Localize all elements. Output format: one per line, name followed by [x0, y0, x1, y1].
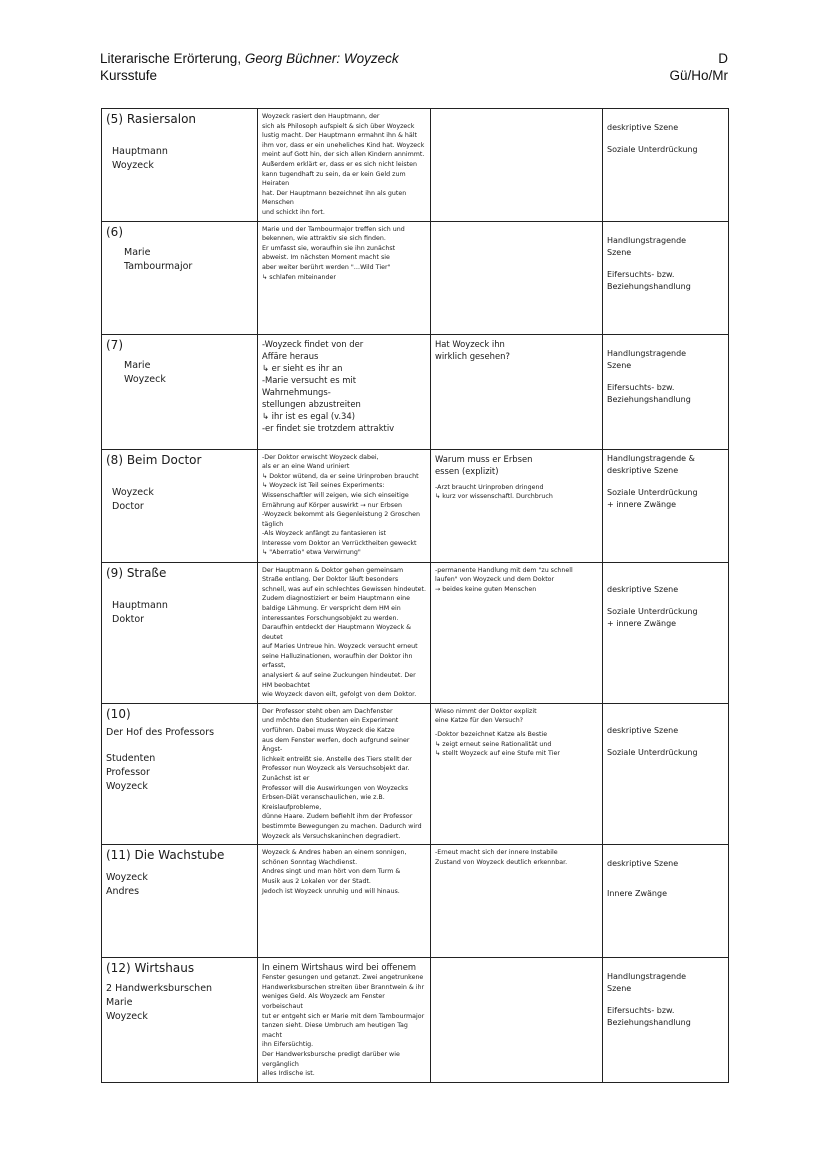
scene-cell — [102, 562, 258, 703]
table-row — [102, 703, 729, 844]
analysis-cell: Handlungstragende Szene Eifersuchts- bzw. Beziehungshandlung — [603, 334, 729, 449]
work-title: Georg Büchner: Woyzeck — [244, 51, 399, 66]
character: Woyzeck — [106, 1011, 148, 1023]
content-cell: Der Professor steht oben am Dachfenster und möchte den Studenten ein Experiment vorführen. Dabei muss Woyzeck die Katze aus dem Fenster werfen, doch aufgrund seiner Ängst- lichkeit entreißt sie. Anstelle des Tiers stellt der Professor nun Woyzeck als Versuchsobjekt dar. Zunächst ist er Professor will die Auswirkungen von Woyzecks Erbsen-Diät veranschaulichen, wie z.B. Kreislaufprobleme, dünne Haare. Zudem befiehlt ihm der Professor bestimmte Bewegungen zu machen. Dadurch wird Woyzeck als Versuchskaninchen degradiert. — [258, 703, 431, 844]
scene-location: Der Hof des Professors — [106, 726, 215, 738]
table-row — [102, 958, 729, 1083]
scene-name: (12) Wirtshaus — [106, 961, 195, 976]
analysis-cell: Handlungstragende Szene Eifersuchts- bzw. Beziehungshandlung — [603, 958, 729, 1083]
course-label: Kursstufe — [100, 68, 158, 83]
character: Andres — [106, 886, 140, 898]
author-initials: Gü/Ho/Mr — [669, 68, 728, 83]
content-cell: Woyzeck rasiert den Hauptmann, der sich als Philosoph aufspielt & sich über Woyzeck lustig macht. Der Hauptmann ermahnt ihn & hält ihm vor, dass er ein uneheliches Kind hat. Woyzeck meint auf Gott hin, der sich allen Kindern annimmt. Außerdem erklärt er, dass er es sich nicht leisten kann tugendhaft zu sein, da er kein Geld zum Heiraten hat. Der Hauptmann bezeichnet ihn als guten Menschen und schickt ihn fort. — [258, 109, 431, 222]
header-left — [100, 50, 399, 84]
scene-cell — [102, 334, 258, 449]
character: Woyzeck — [112, 486, 154, 498]
scene-name: (8) Beim Doctor — [106, 452, 202, 467]
character: Marie — [106, 997, 133, 1009]
character-list — [124, 359, 253, 387]
content-cell: -Der Doktor erwischt Woyzeck dabei, als er an eine Wand uriniert ↳ Doktor wütend, da er seine Urinproben braucht ↳ Woyzeck ist Teil seines Experiments: Wissenschaftler will zeigen, wie sich einseitige Ernährung auf Körper auswirkt → nur Erbsen -Woyzeck bekommt als Gegenleistung 2 Groschen täglich -Als Woyzeck anfängt zu fantasieren ist Interesse vom Doktor an Verrücktheiten geweckt ↳ "Aberratio" etwa Verwirrung" — [258, 449, 431, 562]
question-cell: Wieso nimmt der Doktor explizit eine Katze für den Versuch? -Doktor bezeichnet Katze als Bestie ↳ zeigt erneut seine Rationalität und ↳ stellt Woyzeck auf eine Stufe mit Tier — [431, 703, 603, 844]
content-cell: In einem Wirtshaus wird bei offenem Fenster gesungen und getanzt. Zwei angetrunkene Handwerksburschen streiten über Branntwein & ihr weniges Geld. Als Woyzeck am Fenster vorbeischaut tut er entgeht sich er Marie mit dem Tambourmajor tanzen sieht. Diese Umbruch am heutigen Tag macht ihn Eifersüchtig. Der Handwerksbursche predigt darüber wie vergänglich alles Irdische ist. — [258, 958, 431, 1083]
content-cell: Marie und der Tambourmajor treffen sich und bekennen, wie attraktiv sie sich finden. Er umfasst sie, woraufhin sie ihn zunächst abweist. Im nächsten Moment macht sie aber weiter berührt werden "…Wild Tier" ↳ schlafen miteinander — [258, 221, 431, 334]
character-list — [106, 871, 253, 899]
character: Woyzeck — [124, 373, 166, 385]
scene-name: (7) — [106, 337, 123, 352]
scene-cell — [102, 221, 258, 334]
content-cell: Der Hauptmann & Doktor gehen gemeinsam Straße entlang. Der Doktor läuft besonders schnell, was auf ein schlechtes Gewissen hindeutet. Zudem diagnostiziert er beim Hauptmann eine baldige Lähmung. Er verspricht dem HM ein interessantes Forschungsobjekt zu werden. Daraufhin entdeckt der Hauptmann Woyzeck & deutet auf Maries Untreue hin. Woyzeck versucht erneut seine Halluzinationen, woraufhin der Doktor ihn erfasst, analysiert & auf seine Zuckungen hindeutet. Der HM beobachtet wie Woyzeck davon eilt, gefolgt von dem Doktor. — [258, 562, 431, 703]
table-row — [102, 562, 729, 703]
question-cell — [431, 958, 603, 1083]
table-row — [102, 449, 729, 562]
table-row — [102, 109, 729, 222]
analysis-cell: deskriptive Szene Soziale Unterdrückung — [603, 109, 729, 222]
character: Woyzeck — [106, 780, 148, 792]
worksheet-title: Literarische Erörterung, Georg Büchner: Woyzeck — [100, 51, 399, 66]
subject-level: D — [718, 51, 728, 66]
scene-cell — [102, 958, 258, 1083]
analysis-cell: deskriptive Szene Soziale Unterdrückung — [603, 703, 729, 844]
question-cell: Hat Woyzeck ihn wirklich gesehen? — [431, 334, 603, 449]
character-list — [106, 982, 253, 1024]
analysis-cell: deskriptive Szene Innere Zwänge — [603, 845, 729, 958]
character-list — [112, 486, 253, 514]
question-cell: Warum muss er Erbsen essen (explizit) -Arzt braucht Urinproben dringend ↳ kurz vor wissenschaftl. Durchbruch — [431, 449, 603, 562]
scene-name: (9) Straße — [106, 565, 167, 580]
character-list — [112, 145, 253, 173]
question-cell: -permanente Handlung mit dem "zu schnell laufen" von Woyzeck und dem Doktor → beides keine guten Menschen — [431, 562, 603, 703]
character: Tambourmajor — [124, 260, 193, 272]
character-list — [106, 752, 253, 794]
character: Doktor — [112, 613, 145, 625]
table-row — [102, 845, 729, 958]
table-row — [102, 334, 729, 449]
character: Hauptmann — [112, 599, 168, 611]
scene-name: (10) — [106, 706, 131, 721]
character: Marie — [124, 246, 151, 258]
content-cell: -Woyzeck findet von der Affäre heraus ↳ er sieht es ihr an -Marie versucht es mit Wahrnehmungs- stellungen abzustreiten ↳ ihr ist es egal (v.34) -er findet sie trotzdem attraktiv — [258, 334, 431, 449]
question-cell: -Erneut macht sich der innere Instabile Zustand von Woyzeck deutlich erkennbar. — [431, 845, 603, 958]
character: Professor — [106, 766, 150, 778]
question-cell — [431, 109, 603, 222]
question-cell — [431, 221, 603, 334]
character: Studenten — [106, 752, 156, 764]
scene-table — [101, 108, 729, 1083]
analysis-cell: deskriptive Szene Soziale Unterdrückung + innere Zwänge — [603, 562, 729, 703]
scene-name: (11) Die Wachstube — [106, 848, 225, 863]
character: Hauptmann — [112, 146, 168, 157]
scene-cell — [102, 703, 258, 844]
scene-cell — [102, 109, 258, 222]
character: 2 Handwerksburschen — [106, 983, 213, 995]
analysis-cell: Handlungstragende & deskriptive Szene Soziale Unterdrückung + innere Zwänge — [603, 449, 729, 562]
scene-name: (6) — [106, 224, 123, 239]
scene-cell — [102, 845, 258, 958]
scene-cell — [102, 449, 258, 562]
analysis-cell: Handlungstragende Szene Eifersuchts- bzw. Beziehungshandlung — [603, 221, 729, 334]
character-list — [124, 246, 253, 274]
character-list — [112, 599, 253, 627]
character: Woyzeck — [106, 872, 148, 884]
character: Marie — [124, 359, 151, 371]
character: Doctor — [112, 500, 144, 512]
header-right — [669, 50, 728, 84]
content-cell: Woyzeck & Andres haben an einem sonnigen, schönen Sonntag Wachdienst. Andres singt und man hört von dem Turm & Musik aus 2 Lokalen vor der Stadt. Jedoch ist Woyzeck unruhig und will hinaus. — [258, 845, 431, 958]
character: Woyzeck — [112, 160, 154, 171]
table-row — [102, 221, 729, 334]
scene-name: (5) Rasiersalon — [106, 112, 197, 126]
